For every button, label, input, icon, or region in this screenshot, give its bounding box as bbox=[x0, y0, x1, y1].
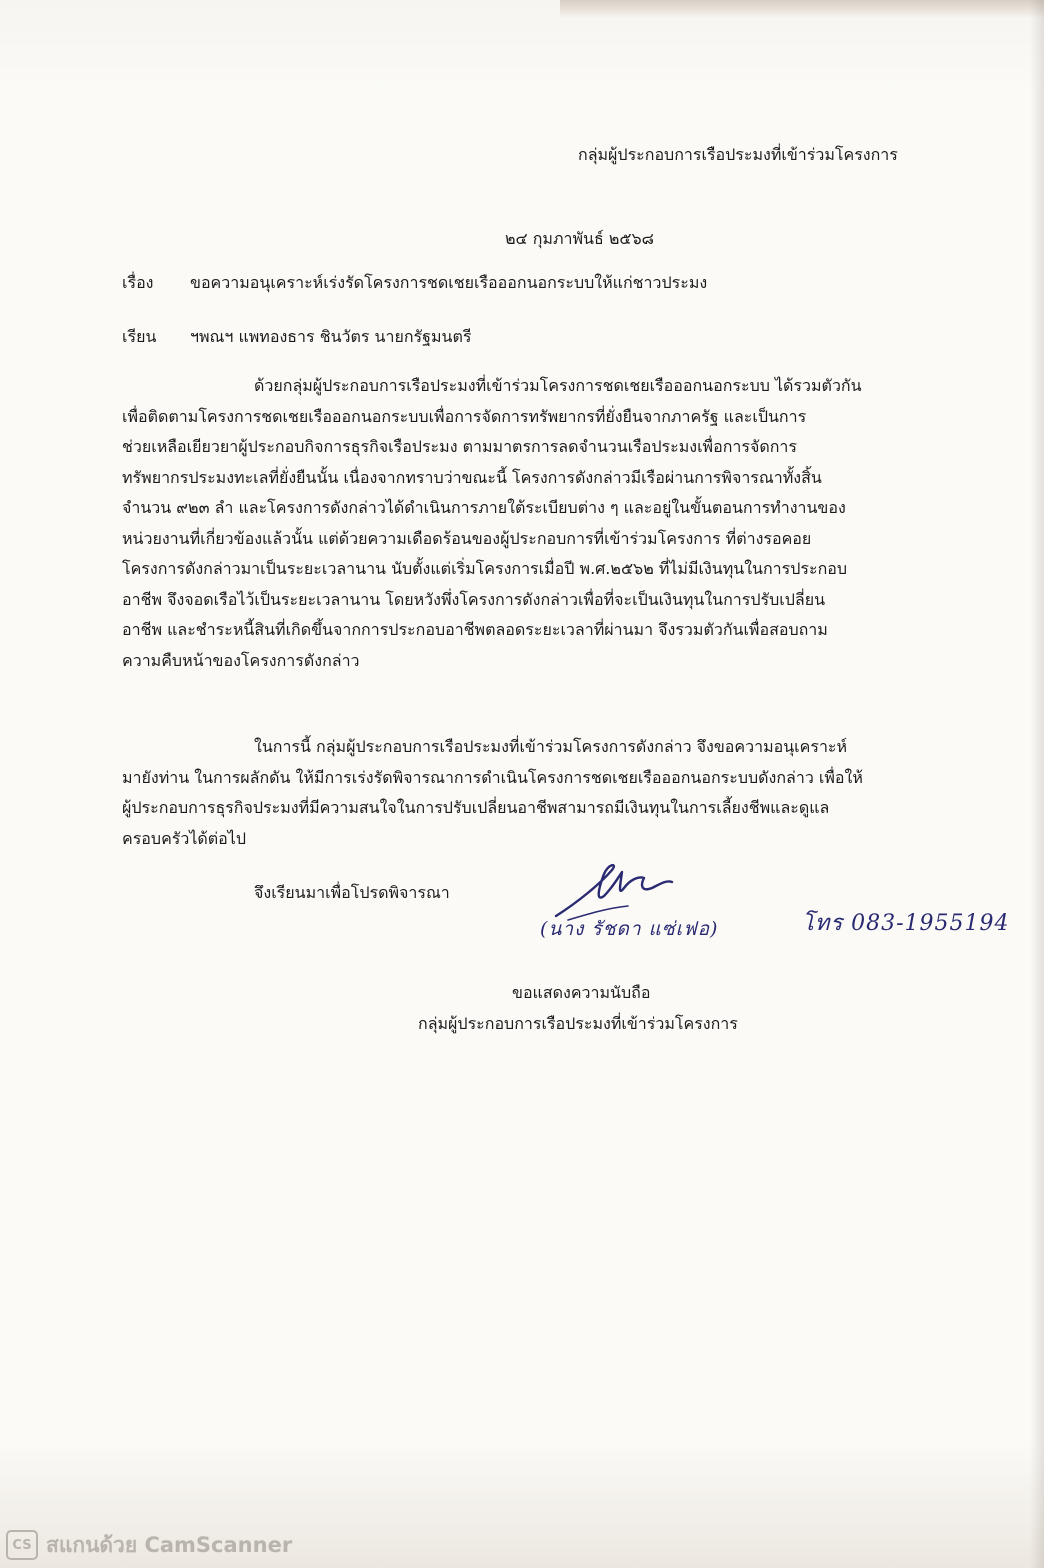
respect-line: ขอแสดงความนับถือ bbox=[512, 983, 651, 1002]
camscanner-watermark bbox=[6, 1527, 292, 1563]
paragraph-line: จำนวน ๙๒๓ ลำ และโครงการดังกล่าวได้ดำเนินการภายใต้ระเบียบต่าง ๆ และอยู่ในขั้นตอนการทำงานของ bbox=[122, 498, 846, 517]
paragraph-line: มายังท่าน ในการผลักดัน ให้มีการเร่งรัดพิจารณาการดำเนินโครงการชดเชยเรือออกนอกระบบดังกล่าว เพื่อให้ bbox=[122, 767, 863, 787]
paragraph-line: ผู้ประกอบการธุรกิจประมงที่มีความสนใจในการปรับเปลี่ยนอาชีพสามารถมีเงินทุนในการเลี้ยงชีพและดูแล bbox=[122, 798, 830, 817]
body-paragraph-1 bbox=[122, 371, 928, 676]
paragraph-line: ในการนี้ กลุ่มผู้ประกอบการเรือประมงที่เข้าร่วมโครงการดังกล่าว จึงขอความอนุเคราะห์ bbox=[254, 737, 848, 756]
recipient-text: ฯพณฯ แพทองธาร ชินวัตร นายกรัฐมนตรี bbox=[190, 327, 472, 346]
paragraph-line: ทรัพยากรประมงทะเลที่ยั่งยืนนั้น เนื่องจากทราบว่าขณะนี้ โครงการดังกล่าวมีเรือผ่านการพิจารณาทั้งสิ้น bbox=[122, 467, 822, 487]
camscanner-logo-icon: CS bbox=[6, 1530, 38, 1560]
paragraph-line: อาชีพ และชำระหนี้สินที่เกิดขึ้นจากการประกอบอาชีพตลอดระยะเวลาที่ผ่านมา จึงรวมตัวกันเพื่อสอบถาม bbox=[122, 620, 828, 639]
paragraph-line: หน่วยงานที่เกี่ยวข้องแล้วนั้น แต่ด้วยความเดือดร้อนของผู้ประกอบการที่เข้าร่วมโครงการ ที่ต่างรอคอย bbox=[122, 528, 812, 548]
sender-header: กลุ่มผู้ประกอบการเรือประมงที่เข้าร่วมโครงการ bbox=[578, 145, 898, 164]
watermark-text: สแกนด้วย CamScanner bbox=[46, 1532, 293, 1557]
closing-line: จึงเรียนมาเพื่อโปรดพิจารณา bbox=[254, 883, 450, 902]
paper-edge-shadow bbox=[1030, 0, 1044, 1568]
handwritten-signer-name: (นาง รัชดา แซ่เฟอ) bbox=[540, 918, 719, 940]
paragraph-line: เพื่อติดตามโครงการชดเชยเรือออกนอกระบบเพื่อการจัดการทรัพยากรที่ยั่งยืนจากภาครัฐ และเป็นการ bbox=[122, 406, 807, 426]
subject-label: เรื่อง bbox=[122, 273, 154, 292]
body-paragraph-2 bbox=[122, 732, 928, 854]
footer-org: กลุ่มผู้ประกอบการเรือประมงที่เข้าร่วมโครงการ bbox=[418, 1014, 738, 1033]
handwritten-phone: โทร 083-1955194 bbox=[802, 911, 1010, 936]
recipient-label: เรียน bbox=[122, 327, 157, 346]
paragraph-line: อาชีพ จึงจอดเรือไว้เป็นระยะเวลานาน โดยหวังพึ่งโครงการดังกล่าวเพื่อที่จะเป็นเงินทุนในการปรับเปลี่ยน bbox=[122, 589, 826, 609]
letter-date: ๒๔ กุมภาพันธ์ ๒๕๖๘ bbox=[505, 229, 654, 248]
paragraph-line: ครอบครัวได้ต่อไป bbox=[122, 828, 246, 848]
paragraph-line: ด้วยกลุ่มผู้ประกอบการเรือประมงที่เข้าร่วมโครงการชดเชยเรือออกนอกระบบ ได้รวมตัวกัน bbox=[254, 376, 862, 395]
paragraph-line: โครงการดังกล่าวมาเป็นระยะเวลานาน นับตั้งแต่เริ่มโครงการเมื่อปี พ.ศ.๒๕๖๒ ที่ไม่มีเงินทุนในการประกอบ bbox=[122, 559, 848, 578]
paragraph-line: ความคืบหน้าของโครงการดังกล่าว bbox=[122, 650, 360, 670]
paragraph-line: ช่วยเหลือเยียวยาผู้ประกอบกิจการธุรกิจเรือประมง ตามมาตรการลดจำนวนเรือประมงเพื่อการจัดการ bbox=[122, 437, 798, 456]
paper-top-edge bbox=[560, 0, 1044, 18]
subject-text: ขอความอนุเคราะห์เร่งรัดโครงการชดเชยเรือออกนอกระบบให้แก่ชาวประมง bbox=[190, 273, 708, 292]
